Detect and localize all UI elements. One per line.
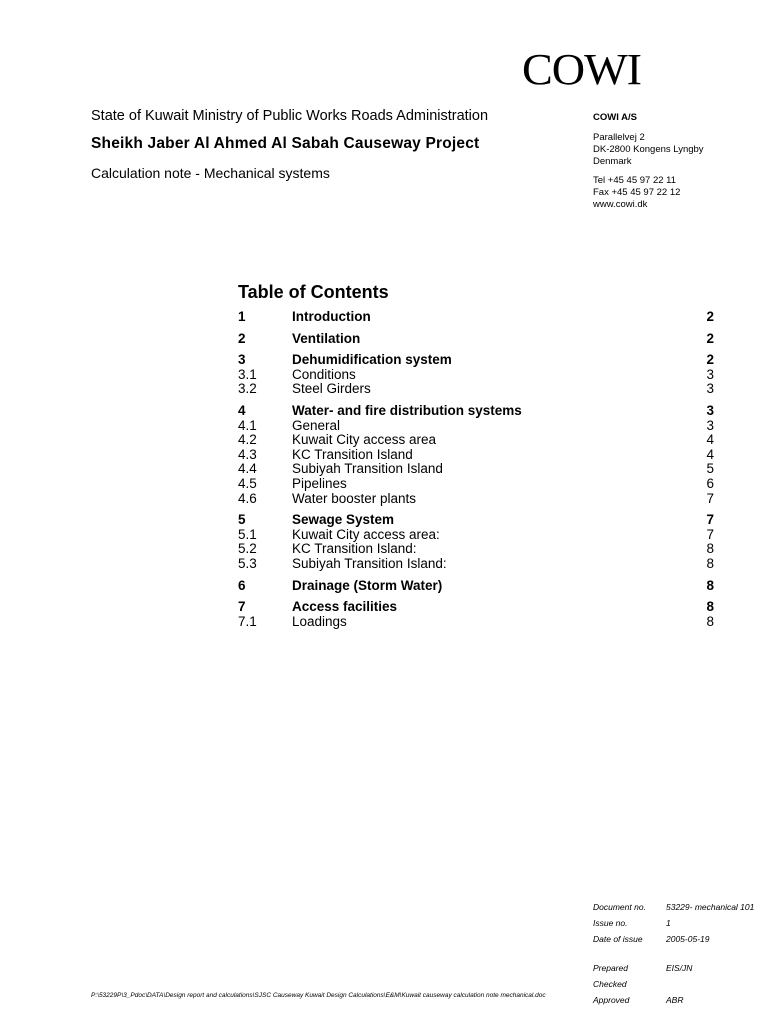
website-link[interactable]: www.cowi.dk <box>593 199 648 210</box>
toc-title: Subiyah Transition Island <box>292 461 443 477</box>
address-street: Parallelvej 2 <box>593 132 645 143</box>
toc-num: 3.2 <box>238 381 257 397</box>
meta-date-of-issue: Date of issue 2005-05-19 <box>593 934 710 944</box>
toc-page: 3 <box>706 417 714 433</box>
toc-title: Loadings <box>292 613 347 629</box>
toc-title: Introduction <box>292 309 371 324</box>
client-name: State of Kuwait Ministry of Public Works Roads Administration <box>91 108 489 124</box>
toc-num: 3 <box>238 352 246 368</box>
toc-subsection[interactable] <box>238 528 714 543</box>
toc-subsection[interactable] <box>238 368 714 383</box>
meta-issue-no: Issue no. 1 <box>593 918 671 928</box>
toc-title: Drainage (Storm Water) <box>292 577 443 593</box>
toc-title: Conditions <box>292 366 356 382</box>
toc-num: 4.3 <box>238 446 257 462</box>
toc-num: 6 <box>238 577 246 593</box>
toc-title: KC Transition Island <box>292 446 413 462</box>
toc-page: 6 <box>706 475 714 491</box>
document-title: Calculation note - Mechanical systems <box>91 165 330 181</box>
phone-number: Tel +45 45 97 22 11 <box>593 175 677 186</box>
toc-page: 8 <box>706 599 714 615</box>
toc-page: 2 <box>706 330 714 346</box>
toc-page: 8 <box>706 541 714 557</box>
footer-file-path: P:\53229P\3_Pdoc\DATA\Design report and calculations\SJSC Causeway Kuwait Design Calculations\E&M\Kuwait causeway calculation note mechanical.doc <box>91 992 546 999</box>
toc-title: Water- and fire distribution systems <box>292 402 522 418</box>
fax-number: Fax +45 45 97 22 12 <box>593 187 681 198</box>
address-city: DK-2800 Kongens Lyngby <box>593 144 704 155</box>
toc-num: 4 <box>238 402 246 418</box>
toc-page: 3 <box>706 366 714 382</box>
toc-section[interactable] <box>238 579 714 594</box>
toc-subsection[interactable] <box>238 433 714 448</box>
toc-page: 3 <box>706 402 714 418</box>
cowi-logo: COWI <box>522 45 641 94</box>
toc-title: Access facilities <box>292 599 398 615</box>
toc-num: 1 <box>238 309 246 324</box>
toc-section[interactable] <box>238 332 714 347</box>
toc-num: 4.2 <box>238 432 257 448</box>
project-title: Sheikh Jaber Al Ahmed Al Sabah Causeway Project <box>91 135 480 152</box>
toc-section[interactable] <box>238 600 714 615</box>
toc-section[interactable] <box>238 353 714 368</box>
toc-title: Kuwait City access area <box>292 432 437 448</box>
toc-page: 8 <box>706 555 714 571</box>
toc-title: General <box>292 417 341 433</box>
toc-title: Dehumidification system <box>292 352 452 368</box>
toc-subsection[interactable] <box>238 492 714 507</box>
document-header <box>91 108 531 181</box>
toc-title: Table of Contents <box>238 282 389 302</box>
toc-subsection[interactable] <box>238 419 714 434</box>
toc-title: Subiyah Transition Island: <box>292 555 447 571</box>
toc-subsection[interactable] <box>238 615 714 630</box>
address-country: Denmark <box>593 156 632 167</box>
meta-checked: Checked <box>593 979 627 989</box>
toc-page: 7 <box>706 526 714 542</box>
toc-num: 4.5 <box>238 475 257 491</box>
toc-num: 5.1 <box>238 526 257 542</box>
toc-num: 4.1 <box>238 417 257 433</box>
meta-document-no: Document no. 53229- mechanical 101 <box>593 902 755 912</box>
toc-page: 8 <box>706 613 714 629</box>
toc-page: 2 <box>706 309 714 324</box>
toc-num: 5.2 <box>238 541 257 557</box>
toc-num: 3.1 <box>238 366 257 382</box>
meta-prepared: Prepared EIS/JN <box>593 963 693 973</box>
toc-subsection[interactable] <box>238 557 714 572</box>
toc-num: 7 <box>238 599 246 615</box>
meta-approved: Approved ABR <box>593 995 684 1005</box>
toc-num: 4.6 <box>238 490 257 506</box>
toc-page: 7 <box>706 490 714 506</box>
toc-page: 8 <box>706 577 714 593</box>
toc-section[interactable] <box>238 513 714 528</box>
toc-title: Water booster plants <box>292 490 417 506</box>
toc-num: 5.3 <box>238 555 257 571</box>
toc-subsection[interactable] <box>238 382 714 397</box>
toc-num: 2 <box>238 330 246 346</box>
toc-title: Pipelines <box>292 475 347 491</box>
toc-subsection[interactable] <box>238 448 714 463</box>
toc-subsection[interactable] <box>238 477 714 492</box>
toc-section[interactable] <box>238 404 714 419</box>
toc-title: Steel Girders <box>292 381 371 397</box>
toc-subsection[interactable] <box>238 542 714 557</box>
toc-num: 5 <box>238 512 246 528</box>
toc-page: 4 <box>706 446 714 462</box>
toc-page: 7 <box>706 512 714 528</box>
toc-title: Sewage System <box>292 512 395 528</box>
toc-num: 4.4 <box>238 461 257 477</box>
toc-page: 3 <box>706 381 714 397</box>
table-of-contents <box>238 310 714 629</box>
toc-subsection[interactable] <box>238 462 714 477</box>
toc-page: 5 <box>706 461 714 477</box>
company-address <box>593 112 704 211</box>
toc-section[interactable] <box>238 310 714 325</box>
toc-title: Ventilation <box>292 330 361 346</box>
toc-title: KC Transition Island: <box>292 541 417 557</box>
toc-page: 4 <box>706 432 714 448</box>
toc-title: Kuwait City access area: <box>292 526 440 542</box>
toc-page: 2 <box>706 352 714 368</box>
toc-num: 7.1 <box>238 613 257 629</box>
company-name: COWI A/S <box>593 112 637 123</box>
